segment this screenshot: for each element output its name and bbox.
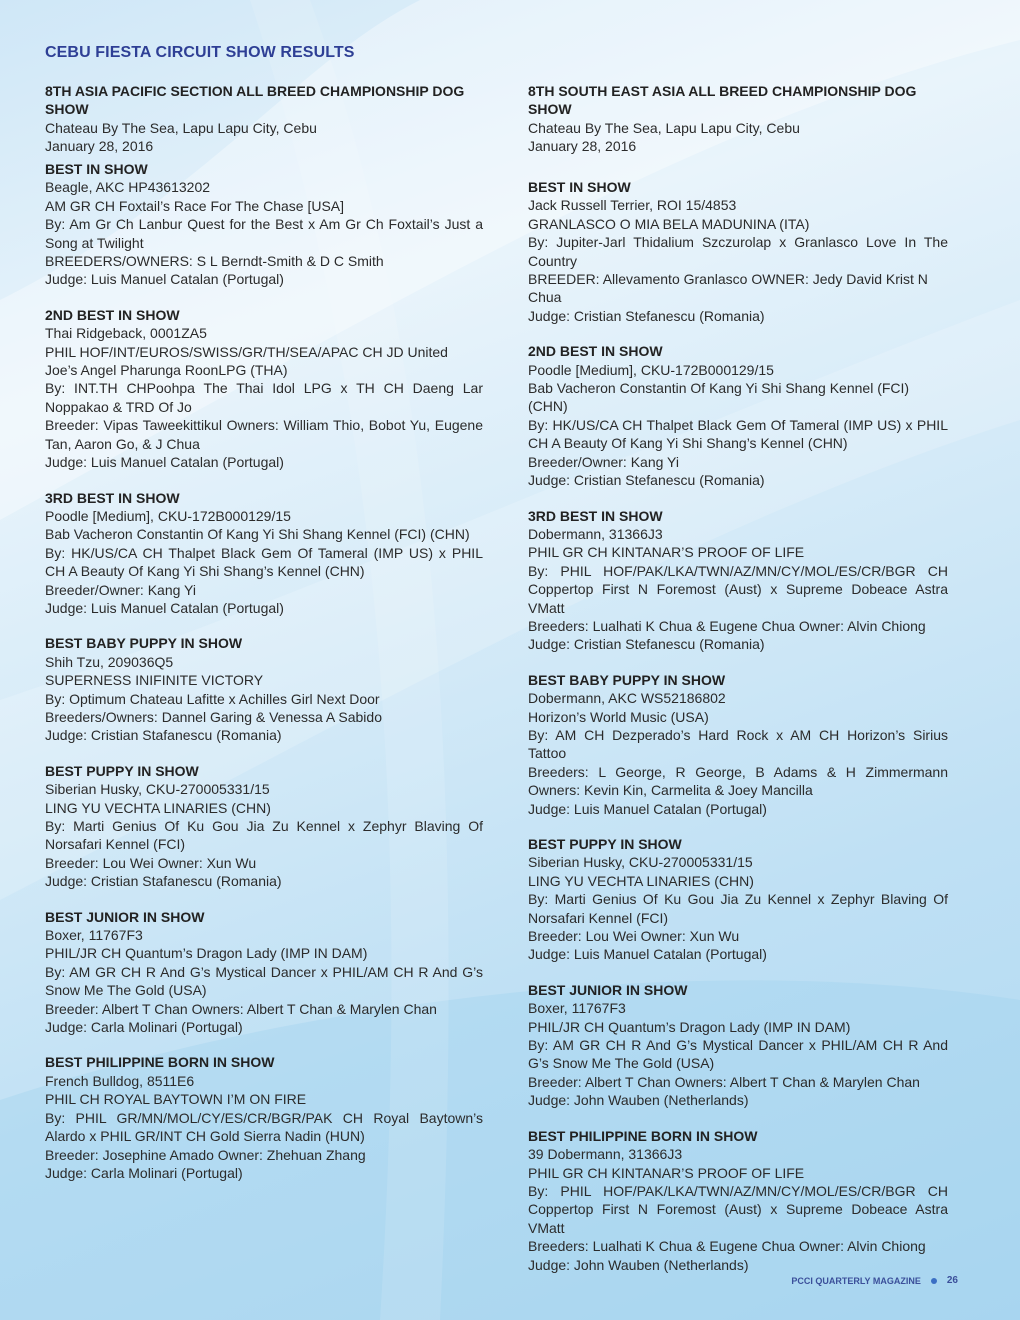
result-heading: BEST JUNIOR IN SHOW bbox=[528, 981, 688, 998]
result-line: PHIL/JR CH Quantum’s Dragon Lady (IMP IN DAM) bbox=[528, 1018, 851, 1035]
result-line: Breeder: Albert T Chan Owners: Albert T Chan & Marylen Chan bbox=[45, 1000, 437, 1017]
left-results bbox=[45, 160, 483, 1182]
result-heading: BEST IN SHOW bbox=[45, 161, 148, 177]
result-line: By: AM CH Dezperado’s Hard Rock x AM CH Horizon’s Sirius Tattoo bbox=[528, 726, 948, 762]
result-line: PHIL/JR CH Quantum’s Dragon Lady (IMP IN DAM) bbox=[45, 945, 368, 962]
result-section bbox=[528, 178, 948, 325]
result-heading: BEST BABY PUPPY IN SHOW bbox=[528, 671, 726, 688]
result-line: Judge: Luis Manuel Catalan (Portugal) bbox=[45, 599, 284, 616]
result-line: Judge: John Wauben (Netherlands) bbox=[528, 1256, 749, 1273]
result-line: By: PHIL HOF/PAK/LKA/TWN/AZ/MN/CY/MOL/ES/CR/BGR CH Coppertop First N Foremost (Aust) x Supreme Dobeace Astra VMatt bbox=[528, 1182, 948, 1236]
result-line: Thai Ridgeback, 0001ZA5 bbox=[45, 325, 207, 342]
result-line: By: AM GR CH R And G’s Mystical Dancer x PHIL/AM CH R And G’s Snow Me The Gold (USA) bbox=[45, 963, 483, 999]
result-line: By: PHIL HOF/PAK/LKA/TWN/AZ/MN/CY/MOL/ES/CR/BGR CH Coppertop First N Foremost (Aust) x Supreme Dobeace Astra VMatt bbox=[528, 562, 948, 616]
result-line: Bab Vacheron Constantin Of Kang Yi Shi Shang Kennel (FCI) (CHN) bbox=[45, 526, 470, 543]
result-line: Breeders: L George, R George, B Adams & H Zimmermann Owners: Kevin Kin, Carmelita & Joey Mancilla bbox=[528, 763, 948, 799]
right-column bbox=[528, 82, 948, 1274]
result-line: Judge: Luis Manuel Catalan (Portugal) bbox=[45, 454, 284, 471]
result-section bbox=[45, 908, 483, 1037]
result-section bbox=[528, 671, 948, 818]
result-line: Boxer, 11767F3 bbox=[528, 1000, 626, 1017]
left-column bbox=[45, 82, 483, 1182]
result-section bbox=[45, 306, 483, 472]
left-date: January 28, 2016 bbox=[45, 138, 154, 155]
right-show-header bbox=[528, 82, 948, 160]
left-show-header bbox=[45, 82, 483, 160]
result-line: Beagle, AKC HP43613202 bbox=[45, 179, 211, 196]
result-line: Boxer, 11767F3 bbox=[45, 927, 143, 944]
result-line: PHIL CH ROYAL BAYTOWN I’M ON FIRE bbox=[45, 1091, 307, 1108]
result-line: BREEDERS/OWNERS: S L Berndt-Smith & D C Smith bbox=[45, 253, 384, 270]
result-line: Poodle [Medium], CKU-172B000129/15 bbox=[528, 361, 774, 378]
result-section bbox=[528, 342, 948, 489]
result-heading: 2ND BEST IN SHOW bbox=[45, 306, 180, 323]
result-heading: BEST PUPPY IN SHOW bbox=[528, 836, 682, 852]
result-line: Siberian Husky, CKU-270005331/15 bbox=[45, 781, 270, 798]
result-line: Breeders: Lualhati K Chua & Eugene Chua Owner: Alvin Chiong bbox=[528, 617, 926, 634]
result-line: Judge: Carla Molinari (Portugal) bbox=[45, 1164, 243, 1181]
result-heading: 3RD BEST IN SHOW bbox=[528, 507, 663, 524]
result-line: Jack Russell Terrier, ROI 15/4853 bbox=[528, 197, 737, 214]
result-line: By: Jupiter-Jarl Thidalium Szczurolap x Granlasco Love In The Country bbox=[528, 234, 948, 269]
result-line: By: HK/US/CA CH Thalpet Black Gem Of Tameral (IMP US) x PHIL CH A Beauty Of Kang Yi Shi Shang’s Kennel (CHN) bbox=[45, 544, 483, 580]
result-line: By: INT.TH CHPoohpa The Thai Idol LPG x TH CH Daeng Lar Noppakao & TRD Of Jo bbox=[45, 380, 483, 415]
result-heading: BEST PHILIPPINE BORN IN SHOW bbox=[528, 1127, 758, 1144]
result-heading: BEST BABY PUPPY IN SHOW bbox=[45, 635, 243, 652]
result-section bbox=[45, 489, 483, 618]
result-line: Judge: Cristian Stefanescu (Romania) bbox=[528, 472, 765, 489]
result-line: Breeder: Lou Wei Owner: Xun Wu bbox=[45, 854, 257, 871]
result-heading: 3RD BEST IN SHOW bbox=[45, 489, 180, 506]
result-section bbox=[45, 762, 483, 891]
result-line: Breeder: Lou Wei Owner: Xun Wu bbox=[528, 928, 740, 945]
result-line: Breeder/Owner: Kang Yi bbox=[45, 581, 196, 598]
result-section bbox=[528, 1127, 948, 1274]
left-show-title: 8TH ASIA PACIFIC SECTION ALL BREED CHAMPIONSHIP DOG SHOW bbox=[45, 83, 465, 118]
result-line: By: AM GR CH R And G’s Mystical Dancer x PHIL/AM CH R And G’s Snow Me The Gold (USA) bbox=[528, 1037, 948, 1072]
result-line: By: PHIL GR/MN/MOL/CY/ES/CR/BGR/PAK CH Royal Baytown’s Alardo x PHIL GR/INT CH Gold Sierra Nadin (HUN) bbox=[45, 1109, 483, 1145]
result-heading: BEST PUPPY IN SHOW bbox=[45, 762, 199, 779]
result-section bbox=[528, 507, 948, 654]
left-venue: Chateau By The Sea, Lapu Lapu City, Cebu bbox=[45, 119, 317, 136]
result-line: Judge: Luis Manuel Catalan (Portugal) bbox=[528, 800, 767, 817]
result-line: By: HK/US/CA CH Thalpet Black Gem Of Tameral (IMP US) x PHIL CH A Beauty Of Kang Yi Shi Shang’s Kennel (CHN) bbox=[528, 416, 948, 452]
result-line: Judge: Cristian Stafanescu (Romania) bbox=[45, 727, 282, 744]
right-date: January 28, 2016 bbox=[528, 138, 637, 155]
result-line: Judge: John Wauben (Netherlands) bbox=[528, 1092, 749, 1109]
result-line: Breeders/Owners: Dannel Garing & Venessa A Sabido bbox=[45, 708, 382, 725]
page-title: CEBU FIESTA CIRCUIT SHOW RESULTS bbox=[45, 44, 355, 61]
result-line: Judge: Luis Manuel Catalan (Portugal) bbox=[45, 271, 284, 288]
result-line: By: Marti Genius Of Ku Gou Jia Zu Kennel x Zephyr Blaving Of Norsafari Kennel (FCI) bbox=[528, 891, 948, 926]
result-line: Poodle [Medium], CKU-172B000129/15 bbox=[45, 507, 291, 524]
right-results bbox=[528, 178, 948, 1274]
result-line: Judge: Luis Manuel Catalan (Portugal) bbox=[528, 946, 767, 963]
result-line: Breeder/Owner: Kang Yi bbox=[528, 453, 679, 470]
result-line: Breeder: Josephine Amado Owner: Zhehuan Zhang bbox=[45, 1146, 366, 1163]
page-footer bbox=[791, 1275, 958, 1286]
result-line: Dobermann, 31366J3 bbox=[528, 525, 663, 542]
result-section bbox=[528, 981, 948, 1110]
result-heading: BEST PHILIPPINE BORN IN SHOW bbox=[45, 1054, 275, 1071]
result-line: SUPERNESS INIFINITE VICTORY bbox=[45, 672, 264, 689]
result-section bbox=[528, 835, 948, 964]
result-line: LING YU VECHTA LINARIES (CHN) bbox=[45, 799, 271, 816]
result-line: Bab Vacheron Constantin Of Kang Yi Shi Shang Kennel (FCI) (CHN) bbox=[528, 380, 910, 415]
result-line: Breeders: Lualhati K Chua & Eugene Chua Owner: Alvin Chiong bbox=[528, 1238, 926, 1255]
result-line: BREEDER: Allevamento Granlasco OWNER: Jedy David Krist N Chua bbox=[528, 271, 928, 306]
result-line: PHIL HOF/INT/EUROS/SWISS/GR/TH/SEA/APAC CH JD United Joe’s Angel Pharunga RoonLPG (THA) bbox=[45, 343, 448, 379]
result-line: LING YU VECHTA LINARIES (CHN) bbox=[528, 872, 754, 889]
result-section bbox=[45, 160, 483, 289]
result-line: PHIL GR CH KINTANAR’S PROOF OF LIFE bbox=[528, 544, 805, 561]
result-line: PHIL GR CH KINTANAR’S PROOF OF LIFE bbox=[528, 1164, 805, 1181]
result-heading: 2ND BEST IN SHOW bbox=[528, 343, 663, 360]
result-line: 39 Dobermann, 31366J3 bbox=[528, 1146, 683, 1163]
result-line: Judge: Cristian Stefanescu (Romania) bbox=[528, 636, 765, 653]
magazine-name: PCCI QUARTERLY MAGAZINE bbox=[791, 1275, 921, 1286]
right-venue: Chateau By The Sea, Lapu Lapu City, Cebu bbox=[528, 120, 800, 136]
result-heading: BEST JUNIOR IN SHOW bbox=[45, 908, 205, 925]
result-line: Horizon’s World Music (USA) bbox=[528, 708, 709, 725]
result-line: Judge: Cristian Stefanescu (Romania) bbox=[528, 307, 765, 324]
result-line: Dobermann, AKC WS52186802 bbox=[528, 690, 726, 707]
result-heading: BEST IN SHOW bbox=[528, 179, 631, 195]
bullet-icon bbox=[931, 1278, 937, 1284]
result-line: Breeder: Albert T Chan Owners: Albert T Chan & Marylen Chan bbox=[528, 1073, 920, 1090]
result-line: Judge: Carla Molinari (Portugal) bbox=[45, 1019, 243, 1036]
result-line: Breeder: Vipas Taweekittikul Owners: William Thio, Bobot Yu, Eugene Tan, Aaron Go, & J Chua bbox=[45, 417, 483, 452]
result-line: By: Optimum Chateau Lafitte x Achilles Girl Next Door bbox=[45, 690, 380, 707]
result-line: Siberian Husky, CKU-270005331/15 bbox=[528, 854, 753, 871]
result-line: By: Am Gr Ch Lanbur Quest for the Best x Am Gr Ch Foxtail’s Just a Song at Twilight bbox=[45, 216, 483, 251]
result-line: By: Marti Genius Of Ku Gou Jia Zu Kennel x Zephyr Blaving Of Norsafari Kennel (FCI) bbox=[45, 818, 483, 853]
result-section bbox=[45, 1053, 483, 1182]
result-line: AM GR CH Foxtail’s Race For The Chase [USA] bbox=[45, 197, 345, 214]
result-section bbox=[45, 634, 483, 744]
page-number: 26 bbox=[946, 1275, 958, 1286]
result-line: French Bulldog, 8511E6 bbox=[45, 1072, 195, 1089]
result-line: Shih Tzu, 209036Q5 bbox=[45, 653, 174, 670]
result-line: GRANLASCO O MIA BELA MADUNINA (ITA) bbox=[528, 215, 810, 232]
result-line: Judge: Cristian Stafanescu (Romania) bbox=[45, 873, 282, 890]
right-show-title: 8TH SOUTH EAST ASIA ALL BREED CHAMPIONSHIP DOG SHOW bbox=[528, 83, 917, 118]
